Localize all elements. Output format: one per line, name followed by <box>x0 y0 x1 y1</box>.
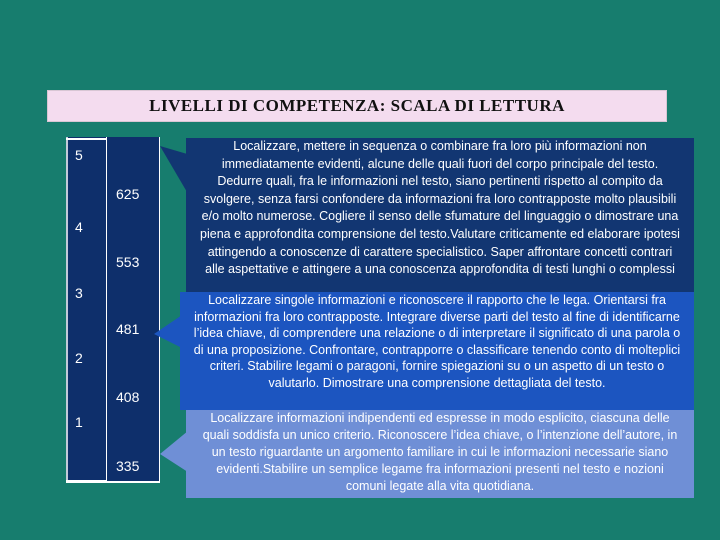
score-335: 335 <box>116 458 140 474</box>
score-625: 625 <box>116 186 140 202</box>
score-408: 408 <box>116 389 140 405</box>
scale-bottom-line <box>66 481 160 483</box>
score-481: 481 <box>116 321 140 337</box>
level-5-label: 5 <box>75 147 83 163</box>
level-scale-dividers <box>66 137 106 483</box>
level-2-label: 2 <box>75 350 83 366</box>
level-1-description: Localizzare informazioni indipendenti ed espresse in modo esplicito, ciascuna delle quali soddisfa un unico criterio. Riconoscere l’idea chiave, o l’intenzione dell’autore, in un testo riguardante un argomento familiare in cui le informazioni necessarie siano evidenti.Stabilire un semplice legame fra informazioni presenti nel testo e nozioni comuni legate alla vita quotidiana. <box>186 410 694 498</box>
level-1-label: 1 <box>75 414 83 430</box>
level-3-description: Localizzare singole informazioni e riconoscere il rapporto che le lega. Orientarsi fra informazioni fra loro contrapposte. Integrare diverse parti del testo al fine di identificarne l’idea chiave, di comprendere una relazione o di interpretare il significato di una parola o di una proposizione. Confrontare, contrapporre o classificare tenendo conto di molteplici criteri. Stabilire legami o paragoni, fornire spiegazioni su o un aspetto di un testo o valutarlo. Dimostrare una comprensione dettagliata del testo. <box>180 292 694 410</box>
level-3-label: 3 <box>75 285 83 301</box>
score-553: 553 <box>116 254 140 270</box>
level-5-description: Localizzare, mettere in sequenza o combinare fra loro più informazioni non immediatamente evidenti, alcune delle quali fuori del corpo principale del testo. Dedurre quali, fra le informazioni nel testo, siano pertinenti rispetto al compito da svolgere, senza farsi confondere da informazioni fra loro contrapposte molto plausibili e/o molto numerose. Cogliere il senso delle sfumature del linguaggio o dimostrare una piena e approfondita comprensione del testo.Valutare criticamente ed elaborare ipotesi attingendo a conoscenze di carattere specialistico. Saper affrontare concetti contrari alle aspettative e attingere a una conoscenza approfondita di testi lunghi o complessi <box>186 138 694 293</box>
level-4-label: 4 <box>75 219 83 235</box>
page-title: LIVELLI DI COMPETENZA: SCALA DI LETTURA <box>47 90 667 122</box>
